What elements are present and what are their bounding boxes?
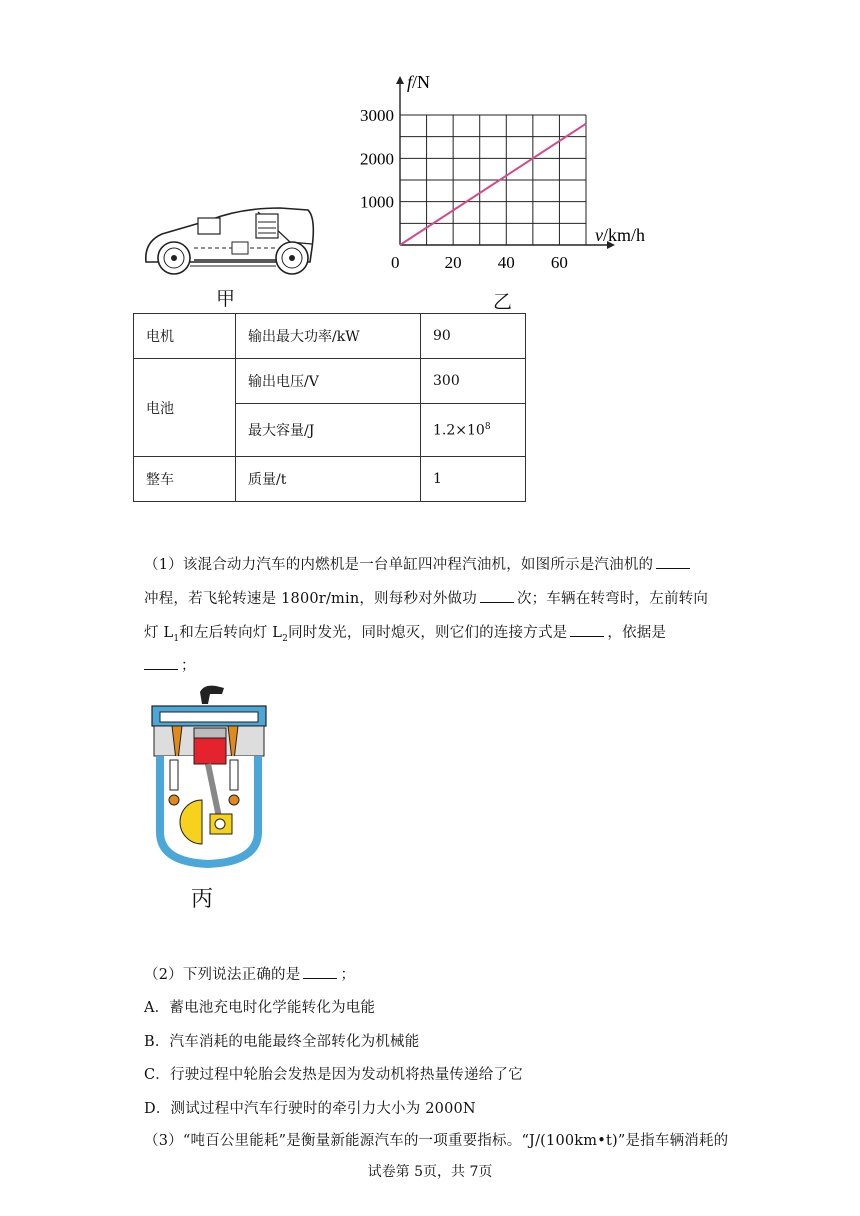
engine-figure [150,682,270,872]
table-row [134,359,526,404]
table-cell [421,404,526,457]
y-tick-label: 2000 [360,149,394,169]
answer-blank[interactable] [480,588,514,603]
x-tick-label: 40 [497,253,515,272]
q2-stem: （2）下列说法正确的是 ； [144,963,355,984]
answer-blank[interactable] [303,964,337,979]
origin-label: 0 [391,253,400,272]
table-cell: 输出最大功率/kW [236,314,421,359]
x-axis-label: v/km/h [595,225,646,245]
q1-line4: ； [144,654,196,675]
q2-option-c[interactable]: C．行驶过程中轮胎会发热是因为发动机将热量传递给了它 [144,1067,523,1083]
capacity-exponent: 8 [484,421,491,432]
q2-option-b[interactable]: B．汽车消耗的电能最终全部转化为机械能 [144,1034,420,1050]
table-cell: 整车 [134,457,236,502]
x-tick-label: 20 [444,253,462,272]
table-cell: 电机 [134,314,236,359]
figure-label-jia: 甲 [216,288,236,310]
q2-option-a[interactable]: A．蓄电池充电时化学能转化为电能 [144,1000,376,1016]
q2-option-d[interactable]: D．测试过程中汽车行驶时的牵引力大小为 2000N [144,1101,476,1117]
table-row [134,457,526,502]
y-tick-label: 1000 [360,192,394,212]
table-cell: 300 [421,359,526,404]
car-figure [140,200,320,280]
x-tick-label: 60 [550,253,568,272]
answer-blank[interactable] [570,622,604,637]
chart-grid [400,115,586,245]
table-cell: 1 [421,457,526,502]
figure-label-bing: 丙 [191,887,214,912]
answer-blank[interactable] [144,655,178,670]
q3-text: （3）“吨百公里能耗”是衡量新能源汽车的一项重要指标。“J/(100km•t)”是指车辆消耗的 [144,1133,729,1149]
chart-tick-labels [360,106,568,272]
table-cell: 质量/t [236,457,421,502]
capacity-base: 1.2×10 [433,422,485,439]
table-cell: 输出电压/V [236,359,421,404]
y-axis-arrow [396,76,404,84]
y-tick-label: 3000 [360,106,394,125]
force-speed-chart [345,68,675,278]
y-axis-label: f/N [407,72,431,92]
figure-label-yi: 乙 [493,291,513,313]
table-cell: 最大容量/J [236,404,421,457]
table-cell: 电池 [134,359,236,457]
q1-line3: 灯 $L_1$和左后转向灯 $L_2$同时发光，同时熄灭，则它们的连接方式是 ，依据是 [144,621,666,644]
page-footer: 试卷第 5页，共 7页 [367,1164,493,1180]
q1-line2: 冲程，若飞轮转速是 1800r/min，则每秒对外做功 次；车辆在转弯时，左前转向 [144,587,708,608]
spec-table [133,313,526,502]
table-row [134,314,526,359]
answer-blank[interactable] [656,554,690,569]
table-cell: 90 [421,314,526,359]
chart-series-line [400,124,586,245]
q1-line1: （1）该混合动力汽车的内燃机是一台单缸四冲程汽油机，如图所示是汽油机的 [144,553,693,574]
